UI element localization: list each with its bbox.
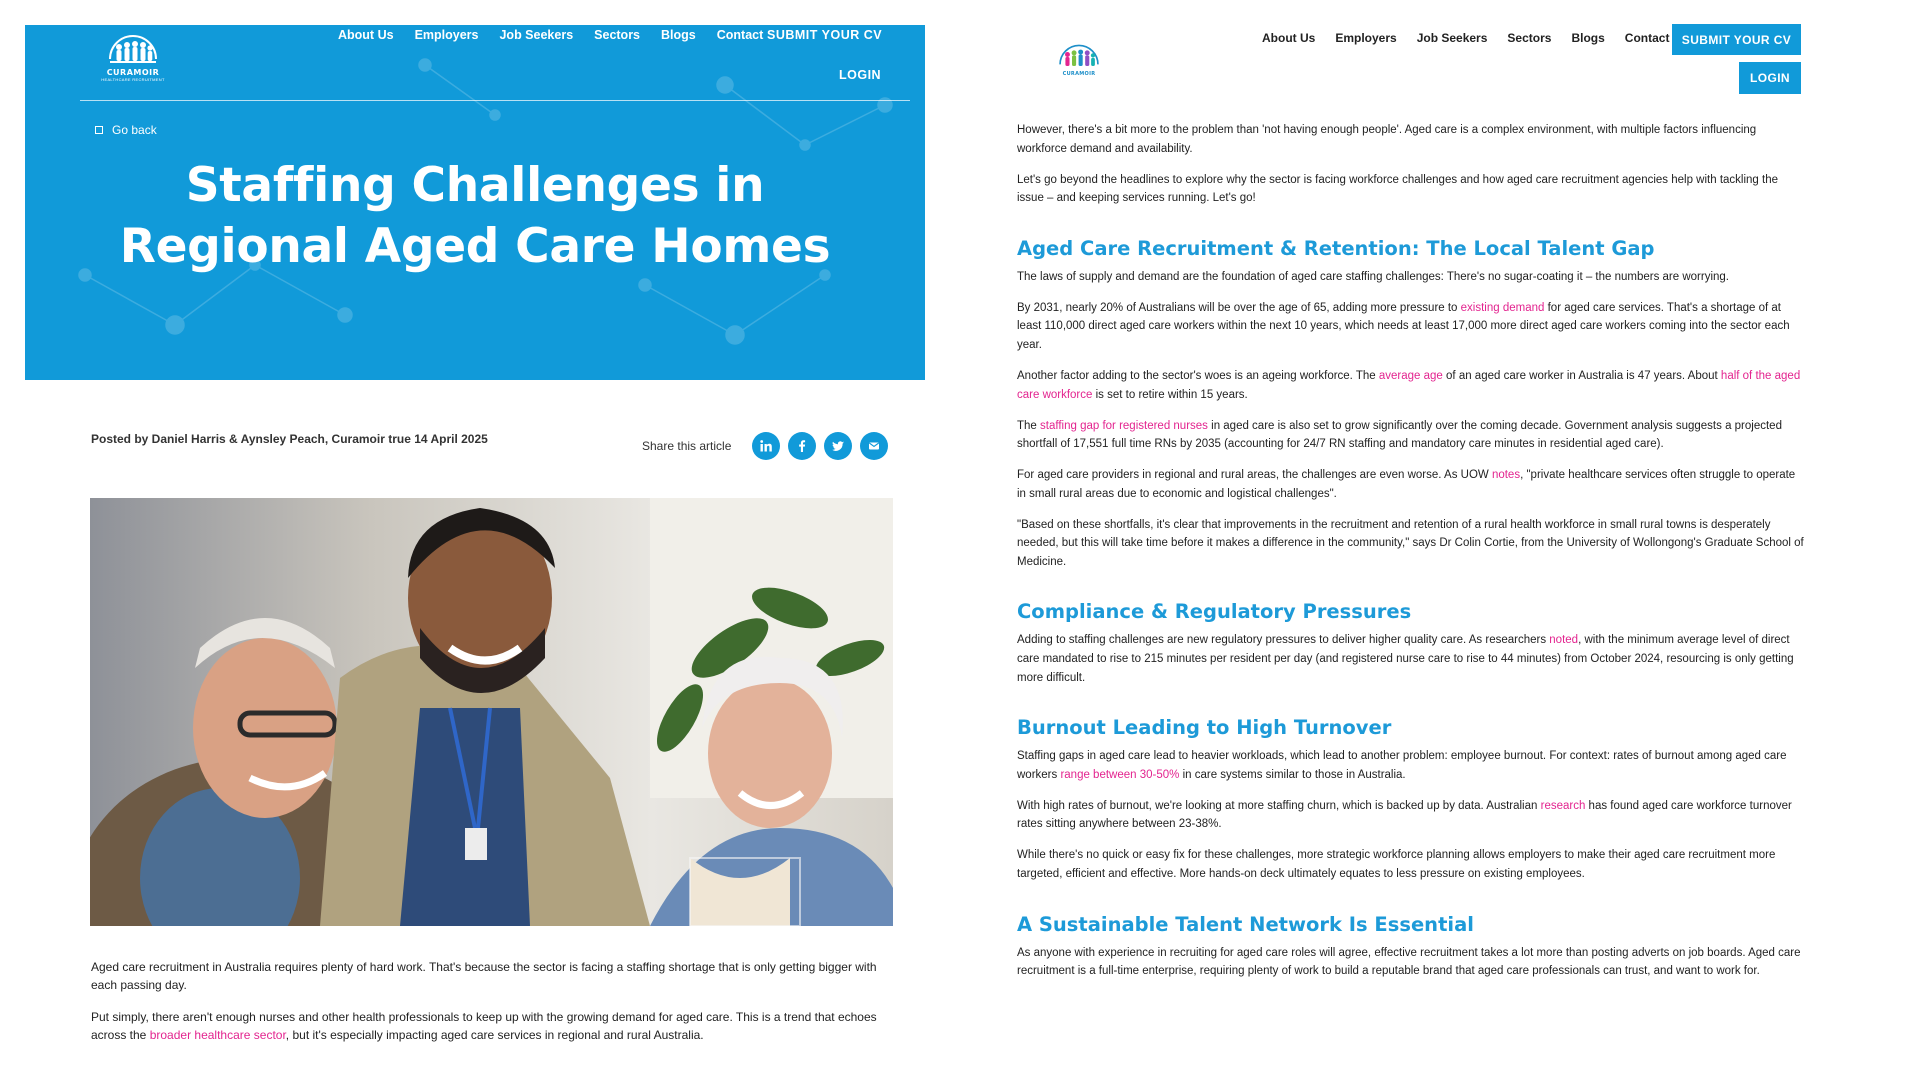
nav-job-seekers[interactable]: Job Seekers [499, 28, 574, 42]
body-paragraph: However, there's a bit more to the problem than 'not having enough people'. Aged care is a complex environment, with multiple factors influencing workforce demand and availability. [1017, 124, 1757, 155]
article-header-view [0, 0, 930, 1080]
nav-blogs[interactable]: Blogs [1571, 31, 1605, 45]
article-hero-photo [90, 498, 893, 926]
curamoir-logo[interactable] [1057, 43, 1101, 77]
email-icon[interactable] [860, 432, 888, 460]
average-age-link[interactable]: average age [1378, 369, 1443, 382]
research-link[interactable]: research [1540, 799, 1586, 812]
square-icon [95, 126, 103, 134]
page-title: Staffing Challenges in Regional Aged Care Homes [119, 158, 831, 274]
body-paragraph: Staffing gaps in aged care lead to heavier workloads, which lead to another problem: employee burnout. For context: rates of burnout among aged care workers range between 30-50% in care systems similar to those in Australia. [1017, 750, 1787, 781]
curamoir-logo[interactable] [95, 33, 171, 82]
body-paragraph: As anyone with experience in recruiting for aged care roles will agree, effective recruitment takes a lot more than posting adverts on job boards. Aged care recruitment is a full-time enterprise, requiring plenty of work to build a reputable brand that aged care professionals can trust, and want to work for. [1017, 946, 1801, 978]
nav-sectors[interactable]: Sectors [1507, 31, 1552, 45]
body-paragraph: For aged care providers in regional and rural areas, the challenges are even worse. As UOW notes, "private healthcare services often struggle to operate in small rural areas due to economic and logistical challenges". [1017, 469, 1796, 500]
nav-contact[interactable]: Contact [716, 28, 764, 42]
existing-demand-link[interactable]: existing demand [1460, 301, 1545, 314]
nav-employers[interactable]: Employers [1335, 31, 1397, 45]
nav-job-seekers[interactable]: Job Seekers [1416, 31, 1488, 45]
body-paragraph: With high rates of burnout, we're looking at more staffing churn, which is backed up by data. Australian research has found aged care workforce turnover rates sitting anywhere between 23-38%. [1017, 799, 1792, 831]
nav-blogs[interactable]: Blogs [661, 28, 696, 42]
section-heading: Compliance & Regulatory Pressures [1017, 600, 1412, 624]
people-logo-icon [107, 33, 159, 67]
share-label: Share this article [642, 439, 732, 453]
nav-contact[interactable]: Contact [1624, 31, 1670, 45]
twitter-icon[interactable] [824, 432, 852, 460]
notes-link[interactable]: notes [1491, 469, 1521, 482]
burnout-range-link[interactable]: range between 30-50% [1060, 768, 1180, 781]
nav-about-us[interactable]: About Us [338, 28, 394, 42]
body-paragraph: Let's go beyond the headlines to explore why the sector is facing workforce challenges and how aged care recruitment agencies help with tackling the issue – and keeping services running. Let's go! [1017, 173, 1779, 205]
body-paragraph: The laws of supply and demand are the foundation of aged care staffing challenges: There's no sugar-coating it – the numbers are worrying. [1017, 270, 1730, 283]
broader-healthcare-link[interactable]: broader healthcare sector [149, 1028, 286, 1042]
share-buttons [752, 432, 888, 460]
logo-tagline: HEALTHCARE RECRUITMENT [101, 77, 165, 82]
intro-paragraph-2: Put simply, there aren't enough nurses and other health professionals to keep up with the growing demand for aged care. This is a trend that echoes across the broader healthcare sector, but it's especially impacting aged care services in regional and rural Australia. [91, 1010, 877, 1042]
login-button[interactable]: LOGIN [1739, 62, 1801, 94]
body-paragraph: By 2031, nearly 20% of Australians will be over the age of 65, adding more pressure to existing demand for aged care services. That's a shortage of at least 110,000 direct aged care workers within the next 10 years, which needs at least 17,000 more direct aged care workers coming into the sector each year. [1017, 301, 1790, 351]
people-logo-icon [1057, 43, 1101, 71]
article-scroll-area [1000, 0, 1920, 1050]
body-paragraph: The staffing gap for registered nurses in aged care is also set to grow significantly over the coming decade. Government analysis suggests a projected shortfall of 17,551 full time RNs by 2035 (accounting for 24/7 RN staffing and mandatory care minutes in residential aged care). [1017, 419, 1782, 451]
care-worker-residents-image [90, 498, 893, 926]
article-body-view [1000, 0, 1920, 1080]
submit-cv-button[interactable]: SUBMIT YOUR CV [767, 28, 883, 42]
half-workforce-link[interactable]: half of the aged care workforce [1017, 369, 1801, 401]
body-paragraph: While there's no quick or easy fix for these challenges, more strategic workforce planning allows employers to make their aged care recruitment more targeted, efficient and effective. More hands-on deck ultimately equates to less pressure on existing employees. [1017, 849, 1776, 880]
logo-wordmark: CURAMOIR [106, 68, 160, 77]
article-intro [91, 958, 891, 1058]
main-nav [1262, 31, 1669, 45]
post-byline: Posted by Daniel Harris & Aynsley Peach, Curamoir true 14 April 2025 [91, 432, 488, 446]
section-heading: A Sustainable Talent Network Is Essential [1017, 912, 1474, 936]
linkedin-icon[interactable] [752, 432, 780, 460]
go-back-label: Go back [112, 123, 157, 137]
submit-cv-button[interactable]: SUBMIT YOUR CV [1672, 24, 1801, 55]
facebook-icon[interactable] [788, 432, 816, 460]
sticky-header [1000, 0, 1920, 110]
login-button[interactable]: LOGIN [839, 68, 882, 82]
staffing-gap-link[interactable]: staffing gap for registered nurses [1040, 419, 1208, 432]
body-paragraph: "Based on these shortfalls, it's clear that improvements in the recruitment and retention of a rural health workforce in small rural towns is desperately needed, but this will take time before it makes a difference in the community," says Dr Colin Cortie, from the University of Wollongong's Graduate School of Medicine. [1017, 518, 1804, 568]
nav-about-us[interactable]: About Us [1262, 31, 1316, 45]
section-heading: Aged Care Recruitment & Retention: The Local Talent Gap [1017, 236, 1655, 260]
article-content [1017, 121, 1807, 993]
intro-paragraph-1: Aged care recruitment in Australia requires plenty of hard work. That's because the sector is facing a staffing shortage that is only getting bigger with each passing day. [91, 960, 877, 992]
nav-sectors[interactable]: Sectors [594, 28, 641, 42]
hero-banner [25, 25, 925, 380]
nav-employers[interactable]: Employers [414, 28, 479, 42]
noted-link[interactable]: noted [1549, 634, 1579, 647]
body-paragraph: Another factor adding to the sector's woes is an ageing workforce. The average age of an aged care worker in Australia is 47 years. About half of the aged care workforce is set to retire within 15 years. [1017, 369, 1801, 401]
divider [80, 100, 910, 101]
go-back-link[interactable] [95, 123, 157, 137]
body-paragraph: Adding to staffing challenges are new regulatory pressures to deliver higher quality care. As researchers noted, with the minimum average level of direct care mandated to rise to 215 minutes per resident per day (and registered nurse care to rise to 44 minutes) from October 2024, resourcing is only getting more difficult. [1017, 634, 1794, 684]
logo-wordmark: CURAMOIR [1062, 71, 1096, 77]
section-heading: Burnout Leading to High Turnover [1017, 716, 1392, 740]
main-nav [338, 28, 763, 42]
